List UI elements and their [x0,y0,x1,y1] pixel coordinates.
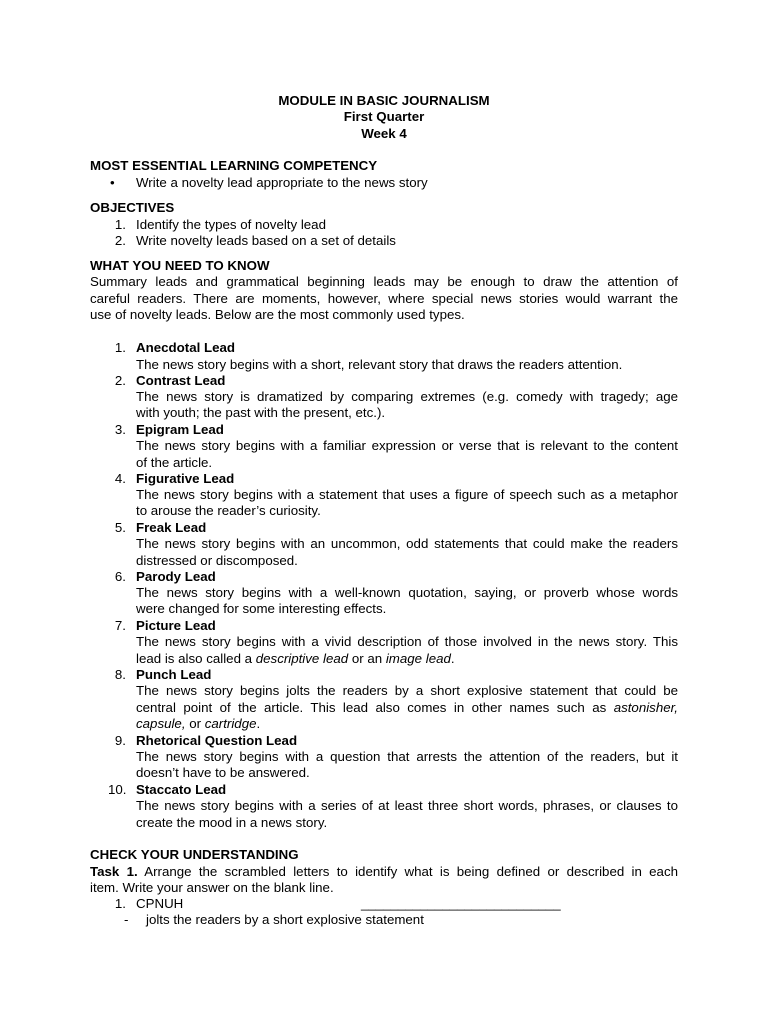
lead-description: The news story begins with a question that arrests the attention of the readers, but it [136,749,678,764]
lead-description [136,716,678,732]
intro-line: use of novelty leads. Below are the most commonly used types. [90,307,465,322]
lead-name: Epigram Lead [136,422,224,437]
intro-line: careful readers. There are moments, however, where special news stories would warrant the [90,291,678,306]
task-label: Task 1. [90,864,138,879]
lead-description: with youth; the past with the present, etc.). [136,405,386,420]
know-heading: WHAT YOU NEED TO KNOW [90,258,270,273]
lead-description: The news story begins with a statement that uses a figure of speech such as a metaphor [136,487,678,502]
text-run: central point of the article. This lead also comes in other names such as [136,700,614,715]
emphasis-text: image lead [385,651,451,666]
module-title: MODULE IN BASIC JOURNALISM [278,93,490,108]
lead-number: 8. [114,667,126,682]
objectives-heading: OBJECTIVES [90,200,175,215]
lead-number: 3. [114,422,126,437]
text-run: Arrange the scrambled letters to identify what is being defined or described in each [137,864,678,879]
lead-description: The news story begins jolts the readers by a short explosive statement that could be [136,683,678,698]
lead-number: 2. [114,373,126,388]
lead-description: to arouse the reader’s curiosity. [136,503,321,518]
text-run: or [185,716,205,731]
text-run: . [450,651,455,666]
text-run: . [256,716,261,731]
objective-number: 1. [114,217,126,232]
competency-item: Write a novelty lead appropriate to the news story [136,175,428,190]
scrambled-word: CPNUH [136,896,184,911]
quarter-label: First Quarter [343,109,425,124]
lead-description: The news story begins with a familiar expression or verse that is relevant to the content [136,438,678,453]
lead-name: Contrast Lead [136,373,226,388]
objective-item: Identify the types of novelty lead [136,217,326,232]
lead-description: doesn’t have to be answered. [136,765,310,780]
task-instructions: item. Write your answer on the blank line. [90,880,334,895]
lead-description [136,700,678,716]
text-run: or an [348,651,386,666]
check-heading: CHECK YOUR UNDERSTANDING [90,847,299,862]
lead-description: The news story is dramatized by comparing extremes (e.g. comedy with tragedy; age [136,389,678,404]
emphasis-text: astonisher, [613,700,678,715]
lead-name: Figurative Lead [136,471,235,486]
week-label: Week 4 [361,126,407,141]
lead-number: 1. [114,340,126,355]
lead-name: Freak Lead [136,520,207,535]
lead-description: The news story begins with a series of at least three short words, phrases, or clauses to [136,798,678,813]
lead-number: 5. [114,520,126,535]
lead-name: Punch Lead [136,667,212,682]
lead-description: of the article. [136,455,213,470]
lead-description: The news story begins with a vivid description of those involved in the news story. This [136,634,678,649]
lead-name: Picture Lead [136,618,216,633]
lead-number: 4. [114,471,126,486]
task-item-description: jolts the readers by a short explosive statement [146,912,424,927]
emphasis-text: cartridge [204,716,257,731]
bullet-marker: • [110,175,115,190]
lead-description [136,651,678,667]
dash-marker: - [124,912,129,927]
lead-name: Anecdotal Lead [136,340,236,355]
lead-number: 9. [114,733,126,748]
task-item-number: 1. [114,896,126,911]
lead-description: were changed for some interesting effects. [136,601,387,616]
lead-description: create the mood in a news story. [136,815,328,830]
lead-name: Staccato Lead [136,782,227,797]
lead-number: 10. [108,782,127,797]
lead-name: Parody Lead [136,569,216,584]
competency-heading: MOST ESSENTIAL LEARNING COMPETENCY [90,158,378,173]
lead-description: The news story begins with an uncommon, odd statements that could make the readers [136,536,678,551]
lead-description: The news story begins with a short, relevant story that draws the readers attention. [136,357,623,372]
lead-description: The news story begins with a well-known quotation, saying, or proverb whose words [136,585,678,600]
lead-number: 7. [114,618,126,633]
lead-number: 6. [114,569,126,584]
lead-description: distressed or discomposed. [136,553,298,568]
task-instructions [90,864,678,880]
intro-line: Summary leads and grammatical beginning leads may be enough to draw the attention of [90,274,678,289]
lead-name: Rhetorical Question Lead [136,733,298,748]
answer-blank[interactable]: ___________________________ [361,896,561,911]
text-run: lead is also called a [136,651,256,666]
emphasis-text: capsule, [136,716,186,731]
emphasis-text: descriptive lead [255,651,349,666]
objective-item: Write novelty leads based on a set of details [136,233,396,248]
objective-number: 2. [114,233,126,248]
